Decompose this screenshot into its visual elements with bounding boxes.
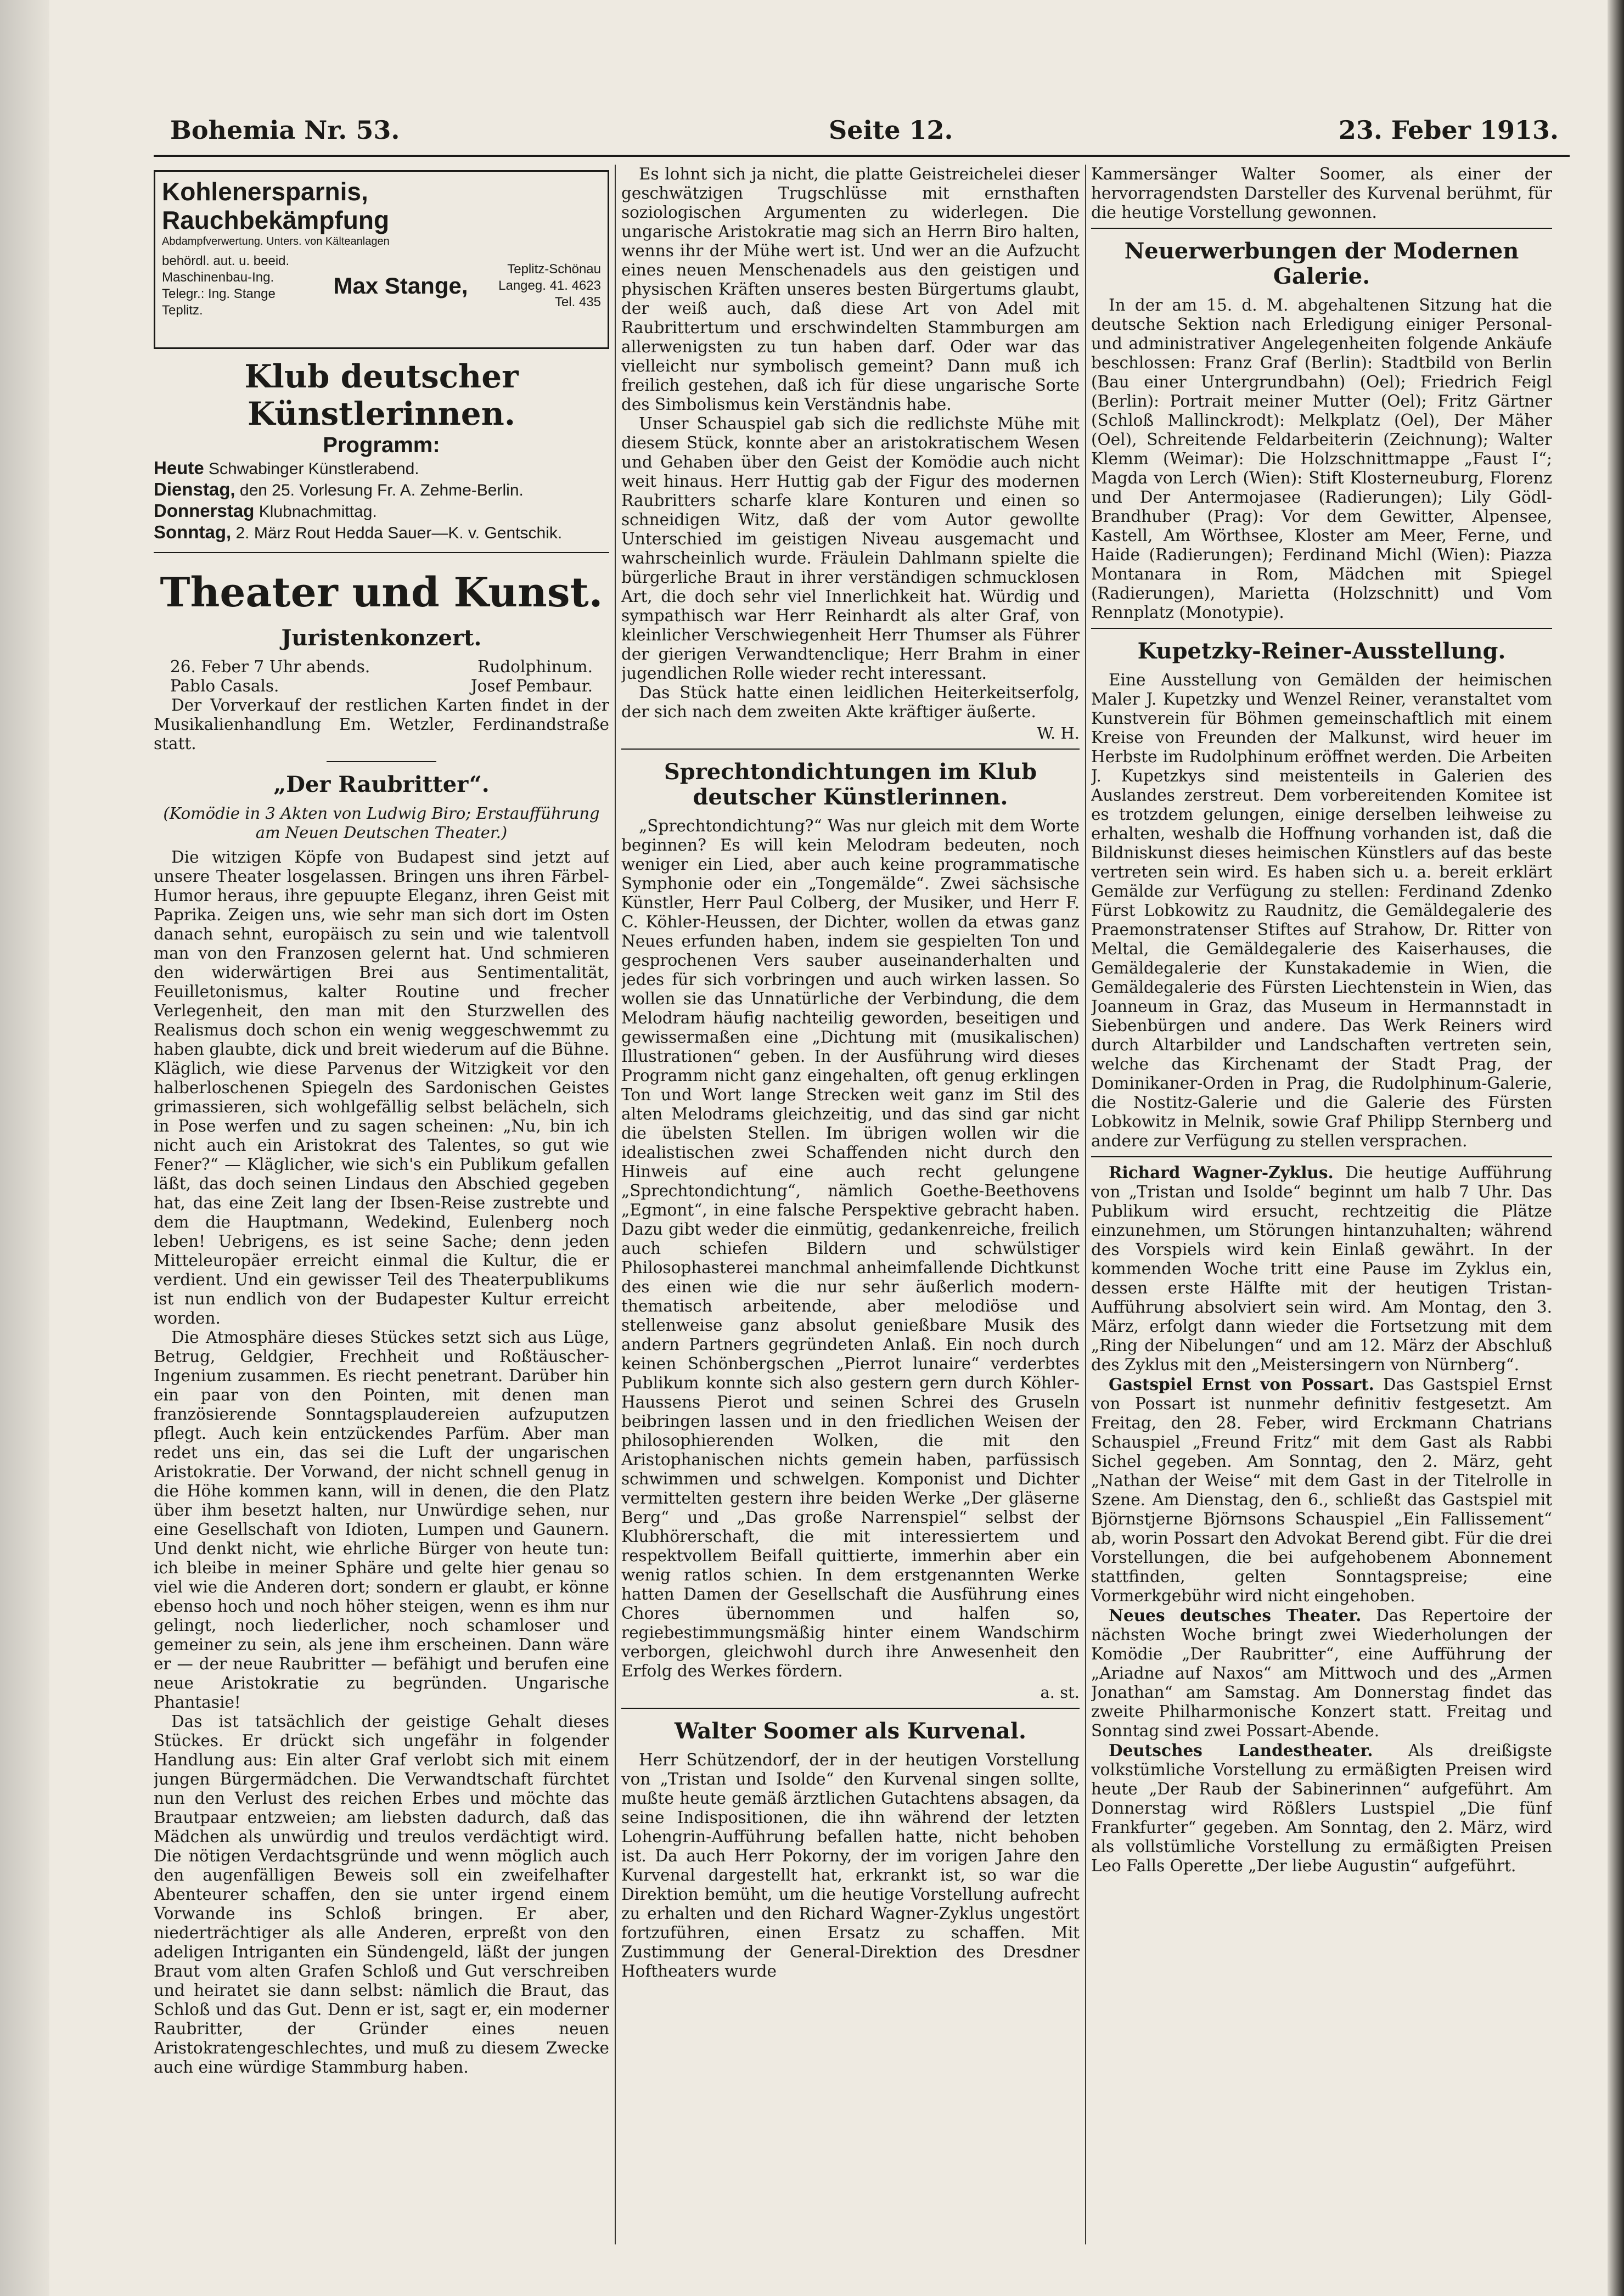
notice-landestheater: Deutsches Landestheater. Als dreißigste volkstümliche Vorstellung zu ermäßigten Preisen wird heute „Der Raub der Sabinerinnen“ aufgeführt. Am Donnerstag wird Rößlers Lustspiel „Die fünf Frankfurter“ gegeben. Am Sonntag, den 2. März, wird als vollstümliche Vorstellung zu ermäßigten Preisen Leo Falls Operette „Der liebe Augustin“ aufgeführt. — [1091, 1741, 1552, 1875]
divider — [154, 552, 609, 553]
kupetzky-paragraph: Eine Ausstellung von Gemälden der heimischen Maler J. Kupetzky und Wenzel Reiner, veranstaltet vom Kunstverein für Böhmen gemeinschaftlich mit einem Kreise von Freunden der Malkunst, wird heuer im Herbste im Rudolphinum eröffnet werden. Die Arbeiten J. Kupetzkys sind meistenteils in Galerien des Auslandes zerstreut. Dem vorbereitenden Komitee ist es trotzdem gelungen, einige derselben leihweise zu erhalten, weshalb die Hoffnung vorhanden ist, daß die Bildniskunst dieses heimischen Künstlers auf das beste vertreten sein wird. Es haben sich u. a. bereit erklärt Gemälde zur Verfügung zu stellen: Ferdinand Zdenko Fürst Lobkowitz zu Raudnitz, die Gemäldegalerie des Praemonstratenser Stiftes auf Strahow, Dr. Ritter von Meltal, die Gemäldegalerie des Kaiserhauses, die Gemäldegalerie der Kunstakademie in Wien, die Gemäldegalerie des Fürsten Liechtenstein in Wien, das Joanneum in Graz, das Museum in Hermannstadt in Siebenbürgen und andere. Das Werk Reiners wird durch Altarbilder und Landschaften vertreten sein, welche das Kirchenamt der Stadt Prag, der Dominikaner-Orden in Prag, die Rudolphinum-Galerie, die Nostitz-Galerie und die Galerie des Fürsten Lobkowitz in Melnik, sowie Graf Philipp Sternberg und andere zur Verfügung zu stellen versprachen. — [1091, 671, 1552, 1150]
divider — [621, 749, 1080, 750]
konzert-date-row: 26. Feber 7 Uhr abends. Rudolphinum. — [170, 657, 593, 676]
column-3 — [1091, 165, 1552, 2244]
divider — [1091, 628, 1552, 629]
author-signature: W. H. — [1037, 724, 1080, 742]
soomer-paragraph-continued: Kammersänger Walter Soomer, als einer der hervorragendsten Darsteller des Kurvenal berühmt, für die heutige Vorstellung gewonnen. — [1091, 165, 1552, 222]
sprechton-paragraph: „Sprechtondichtung?“ Was nur gleich mit dem Worte beginnen? Es will kein Melodram bedeuten, noch weniger ein Lied, aber auch keine programmatische Symphonie oder ein „Tongemälde“. Zwei sächsische Künstler, Herr Paul Colberg, der Musiker, und Herr F. C. Köhler-Heussen, der Dichter, wollen da etwas ganz Neues erfunden haben, indem sie gespielten Ton und gesprochenen Vers sauber auseinanderhalten und jedes für sich vorbringen und auch wirken lassen. So wollen sie das Unnatürliche der Verbindung, die dem Melodram häufig nachteilig geworden, beseitigen und gewissermaßen eine „Dichtung mit (musikalischen) Illustrationen“ geben. In der Ausführung wird dieses Programm nicht ganz eingehalten, oft genug erklingen Ton und Wort lange Strecken weit ganz im Stil des alten Melodrams gleichzeitig, und das sind gar nicht die übelsten Stellen. Im übrigen wollen wir die idealistischen zwei Schaffenden nicht durch den Hinweis auf eine auch recht gelungene „Sprechtondichtung“, nämlich Goethe-Beethovens „Egmont“, in eine falsche Perspektive gebracht haben. Dazu gibt weder die einmütig, gedankenreiche, freilich auch schiefen Bildern und schwülstiger Philosophasterei manchmal anheimfallende Dichtkunst des einen wie die nur sehr äußerlich modern-thematisch arbeitende, aber melodiöse und stellenweise ganz absolut genießbare Musik des andern Partners gegründeten Anlaß. Ein noch durch keinen Schönbergschen „Pierrot lunaire“ verderbtes Publikum konnte sich also gestern gern durch Köhler-Haussens Pierot und seinen Schrei des Gruseln beibringen lassen und in den friedlichen Weisen der philosophierenden Wolken, die mit den Aristophanischen nichts gemein haben, parfüssisch schwimmen und schwelgen. Komponist und Dichter vermittelten gestern ihre beiden Werke „Der gläserne Berg“ und „Das große Narrenspiel“ selbst der Klubhörerschaft, die mit interessiertem und respektvollem Beifall quittierte, immerhin aber ein wenig ratlos schien. In dem erstgenannten Werke hatten Damen der Gesellschaft die Ausführung eines Chores übernommen und halfen so, regiebestimmungsmäßig hinter einem Wandschirm verborgen, gleichwohl durch ihre Anwesenheit den Erfolg des Werkes fördern. — [621, 817, 1080, 1680]
author-signature: a. st. — [1040, 1683, 1080, 1702]
ad-kohlen-left-text: behördl. aut. u. beeid. Maschinenbau-Ing. Telegr.: Ing. Stange Teplitz. — [162, 254, 290, 318]
column-rule-2 — [1085, 165, 1086, 2244]
raubritter-paragraph: Das ist tatsächlich der geistige Gehalt dieses Stückes. Er drückt sich ungefähr in folgender Handlung aus: Ein alter Graf verlobt sich mit einem jungen Bürgermädchen. Die Verwandtschaft fürchtet nun den Verlust des reichen Erbes und möchte das Brautpaar entzweien; am liebsten dadurch, daß das Mädchen als unwürdig und treulos verdächtigt wird. Die nötigen Verdachtsgründe und wenn möglich auch den augenfälligen Beweis soll ein zweifelhafter Abenteurer schaffen, den sie unter irgend einem Vorwande ins Schloß bringen. Er aber, niederträchtiger als alle Anderen, erpreßt von den adeligen Intriganten ein Sündengeld, läßt der jungen Braut vom alten Grafen Schloß und Gut verschreiben und heiratet sie dann selbst: nämlich die Braut, das Schloß und das Gut. Denn er ist, sagt er, ein moderner Raubritter, der Gründer eines neuen Aristokratengeschlechtes, und muß zu diesem Zwecke auch eine würdige Stammburg haben. — [154, 1712, 609, 2076]
raubritter-paragraph: Es lohnt sich ja nicht, die platte Geistreichelei dieser geschwätzigen Trugschlüsse mit ernsthaften soziologischen Argumenten zu widerlegen. Die ungarische Aristokratie mag sich an Herrn Biro halten, wenns ihr der Mühe wert ist. Und wer an die Aufzucht eines neuen Menschenadels aus den geistigen und physischen Kräften unseres besten Bürgertums glaubt, der weiß auch, daß diese Art von Adel mit Raubrittertum und erschwindelten Stammburgen am allerwenigsten zu tun haben darf. Oder war das vielleicht nur symbolisch gemeint? Dann muß ich freilich gestehen, daß ich für diese ungarische Sorte des Simbolismus kein Verständnis habe. — [621, 165, 1080, 414]
article-title-juristenkonzert: Juristenkonzert. — [281, 625, 482, 651]
raubritter-paragraph: Unser Schauspiel gab sich die redlichste Mühe mit diesem Stück, konnte aber an aristokratischem Wesen und Gehaben über den Geist der Komödie auch nicht weit hinaus. Herr Huttig gab der Figur des modernen Raubritters scharfe klare Konturen und einen so schneidigen Witz, daß der vom Autor gewollte Unterschied im geistigen Niveau ausgemacht und wahrscheinlich wurde. Fräulein Dahlmann spielte die bürgerliche Braut in ihrer verständigen schmucklosen Art, die doch sehr viel Innerlichkeit hat. Würdig und sympathisch war Herr Reinhardt als alter Graf, von kleinlicher Verschwiegenheit Herr Thumser als Führer der gierigen Verwandtenclique; Herr Brahm in einer jugendlichen Rolle wieder recht interessant. — [621, 414, 1080, 683]
galerie-paragraph: In der am 15. d. M. abgehaltenen Sitzung hat die deutsche Sektion nach Erledigung einiger Personal- und administrativer Angelegenheiten folgende Ankäufe beschlossen: Franz Graf (Berlin): Stadtbild von Berlin (Bau einer Untergrundbahn) (Oel); Friedrich Feigl (Berlin): Portrait meiner Mutter (Oel); Fritz Gärtner (Schloß Mallinckrodt): Melkplatz (Oel), Der Mäher (Oel), Schreitende Feldarbeiterin (Zeichnung); Walter Klemm (Weimar): Die Holzschnittmappe „Faust I“; Magda von Lerch (Wien): Stift Klosterneuburg, Florenz und Der Antermojasee (Radierungen); Lily Gödl-Brandhuber (Prag): Vor dem Gewitter, Alpensee, Kastell, Am Wörthsee, Kloster am Meer, Ferne, und Haide (Radierungen); Ferdinand Michl (Wien): Piazza Montanara in Rom, Mädchen mit Spiegel (Radierungen), Marietta (Holzschnitt) und Vom Rennplatz (Monotypie). — [1091, 296, 1552, 622]
column-1 — [154, 165, 609, 2244]
soomer-paragraph: Herr Schützendorf, der in der heutigen Vorstellung von „Tristan und Isolde“ den Kurvenal singen sollte, mußte heute gemäß ärztlichen Gutachtens absagen, da seine Indispositionen, die ihn während der letzten Lohengrin-Aufführung befallen hatte, nicht behoben ist. Da auch Herr Pokorny, der im vorigen Jahre den Kurvenal dargestellt hat, erkrankt ist, so war die Direktion bemüht, um die heutige Vorstellung aufrecht zu erhalten und den Richard Wagner-Zyklus ungestört fortzuführen, einen Ersatz zu schaffen. Mit Zustimmung der General-Direktion des Dresdner Hoftheaters wurde — [621, 1751, 1080, 1980]
ad-kohlen-right-text: Teplitz-Schönau Langeg. 41. 4623 Tel. 435 — [498, 262, 601, 309]
header-rule — [154, 155, 1570, 157]
header-page-number: Seite 12. — [829, 115, 953, 145]
raubritter-paragraph: Die witzigen Köpfe von Budapest sind jetzt auf unsere Theater losgelassen. Bringen uns ihren Färbel-Humor heraus, ihre gepuupte Eleganz, ihren Geist mit Paprika. Zeigen uns, wie sehr man sich dort im Osten danach sehnt, europäisch zu sein und wie talentvoll man von den Franzosen gelernt hat. Und schmieren den widerwärtigen Brei aus Sentimentalität, Feuilletonismus, kalter Routine und frecher Verlegenheit, den man mit den Sturzwellen des Realismus doch schon ein wenig weggeschwemmt zu haben glaubte, dick und breit wiederum auf die Bühne. Kläglich, wie diese Parvenus der Witzigkeit vor den halberloschenen Spiegeln des Sardonischen Geistes grimassieren, sich wohlgefällig selbst belächeln, sich in Pose werfen und zu sagen scheinen: „Nu, bin ich nicht auch ein Aristokrat des Talentes, so gut wie Fener?“ — Kläglicher, wie sich's ein Publikum gefallen läßt, das doch seinen Lindaus den Abschied gegeben hat, das eine Zeit lang der Ibsen-Reise zustrebte und dem die Hauptmann, Wedekind, Eulenberg noch leben! Uebrigens, es ist seine Sache; denn jeden Mitteleuropäer erreicht einmal die Kultur, die er verdient. Und ein gewisser Teil des Theaterpublikums ist nun endlich von der Budapester Kultur erreicht worden. — [154, 848, 609, 1327]
konzert-text: Der Vorverkauf der restlichen Karten findet in der Musikalienhandlung Em. Wetzler, Ferdinandstraße statt. — [154, 696, 609, 753]
ad-klub-line: Sonntag, 2. März Rout Hedda Sauer—K. v. Gentschik. — [154, 522, 563, 542]
article-subtitle-raubritter: (Komödie in 3 Akten von Ludwig Biro; Erstaufführung am Neuen Deutschen Theater.) — [163, 804, 600, 842]
notice-neues-theater: Neues deutsches Theater. Das Repertoire der nächsten Woche bringt zwei Wiederholungen der Komödie „Der Raubritter“, eine Aufführung der „Ariadne auf Naxos“ am Mittwoch und des „Armen Jonathan“ am Samstag. Am Donnerstag findet das zweite Philharmonische Konzert statt. Freitag und Sonntag sind zwei Possart-Abende. — [1091, 1606, 1552, 1740]
advertisement-kohlen — [154, 170, 609, 349]
scan-left-edge — [0, 0, 49, 2296]
article-title-raubritter: „Der Raubritter“. — [273, 772, 490, 797]
ad-klub-program-label: Programm: — [323, 433, 440, 457]
ad-klub-title: Klub deutscher Künstlerinnen. — [244, 358, 519, 432]
article-title-sprechton: Sprechtondichtungen im Klub deutscher Künstlerinnen. — [664, 759, 1037, 810]
notice-possart: Gastspiel Ernst von Possart. Das Gastspiel Ernst von Possart ist nunmehr definitiv festgesetzt. Am Freitag, den 28. Feber, wird Erckmann Chatrians Schauspiel „Freund Fritz“ mit dem Gast als Rabbi Sichel gegeben. Am Sonntag, den 2. März, geht „Nathan der Weise“ mit dem Gast in der Titelrolle in Szene. Am Dienstag, den 6., schließt das Gastspiel mit Björnstjerne Björnsons Schauspiel „Ein Fallissement“ ab, worin Possart den Advokat Berend gibt. Für die drei Vorstellungen, die bei aufgehobenem Abonnement stattfinden, gelten Sonntagspreise; eine Vormerkgebühr wird nicht eingehoben. — [1091, 1375, 1552, 1605]
advertisement-klub — [154, 358, 609, 543]
column-rule-1 — [615, 165, 616, 2244]
header-date: 23. Feber 1913. — [1338, 115, 1559, 145]
divider — [621, 1708, 1080, 1709]
ad-kohlen-title: Kohlenersparnis, Rauchbekämpfung — [162, 177, 390, 234]
section-title: Theater und Kunst. — [160, 569, 603, 616]
ad-klub-line: Donnerstag Klubnachmittag. — [154, 500, 377, 521]
ad-kohlen-subtitle: Abdampfverwertung. Unters. von Kälteanlagen — [162, 235, 390, 247]
divider — [1091, 1156, 1552, 1157]
divider — [327, 761, 436, 762]
page-header — [154, 110, 1570, 154]
ad-kohlen-name: Max Stange, — [333, 273, 468, 299]
notice-wagner: Richard Wagner-Zyklus. Die heutige Aufführung von „Tristan und Isolde“ beginnt um halb 7 Uhr. Das Publikum wird ersucht, rechtzeitig die Plätze einzunehmen, um Störungen hintanzuhalten; während des Vorspiels wird kein Einlaß gewährt. In der kommenden Woche tritt eine Pause im Zyklus ein, dessen erste Hälfte mit der heutigen Tristan-Aufführung absolviert sein wird. Am Montag, den 3. März, erfolgt dann wieder die Fortsetzung mit dem „Ring der Nibelungen“ und am 12. März der Abschluß des Zyklus mit den „Meistersingern von Nürnberg“. — [1091, 1163, 1552, 1374]
article-title-galerie: Neuerwerbungen der Modernen Galerie. — [1124, 238, 1519, 289]
konzert-artists-row: Pablo Casals. Josef Pembaur. — [170, 677, 593, 695]
divider — [1091, 228, 1552, 229]
ad-klub-line: Dienstag, den 25. Vorlesung Fr. A. Zehme-Berlin. — [154, 479, 524, 499]
article-title-soomer: Walter Soomer als Kurvenal. — [675, 1718, 1026, 1744]
raubritter-paragraph: Das Stück hatte einen leidlichen Heiterkeitserfolg, der sich nach dem zweiten Akte kräftiger äußerte. — [621, 683, 1080, 721]
raubritter-paragraph: Die Atmosphäre dieses Stückes setzt sich aus Lüge, Betrug, Geldgier, Frechheit und Roßtäuscher-Ingenium zusammen. Es riecht penetrant. Darüber hin ein paar von den Pointen, mit denen man französierende Sonntagsplaudereien aufzuputzen pflegt. Auch kein entzückendes Parfüm. Aber man redet uns ein, das sei die Luft der ungarischen Aristokratie. Der Vorwand, der nicht schnell genug in die Höhe kommen kann, will in denen, die den Platz über ihm besetzt halten, nur Unwürdige sehen, nur eine Gesellschaft von Idioten, Lumpen und Gaunern. Und denkt nicht, wie ehrliche Bürger von heute tun: ich bleibe in meiner Sphäre und gelte hier genau so viel wie die Anderen dort; sondern er glaubt, er könne ebenso hoch und noch höher steigen, wenn es ihm nur gelingt, noch liederlicher, noch schamloser und gemeiner zu sein, als jene ihm erscheinen. Dann wäre er — der neue Raubritter — befähigt und berufen eine neue Aristokratie zu begründen. Ungarische Phantasie! — [154, 1328, 609, 1712]
newspaper-page — [154, 110, 1570, 2250]
ad-klub-line: Heute Schwabinger Künstlerabend. — [154, 458, 419, 478]
header-paper-number: Bohemia Nr. 53. — [170, 115, 400, 145]
scan-right-edge — [1608, 0, 1624, 2296]
article-title-kupetzky: Kupetzky-Reiner-Ausstellung. — [1137, 638, 1506, 664]
column-2 — [621, 165, 1080, 2244]
